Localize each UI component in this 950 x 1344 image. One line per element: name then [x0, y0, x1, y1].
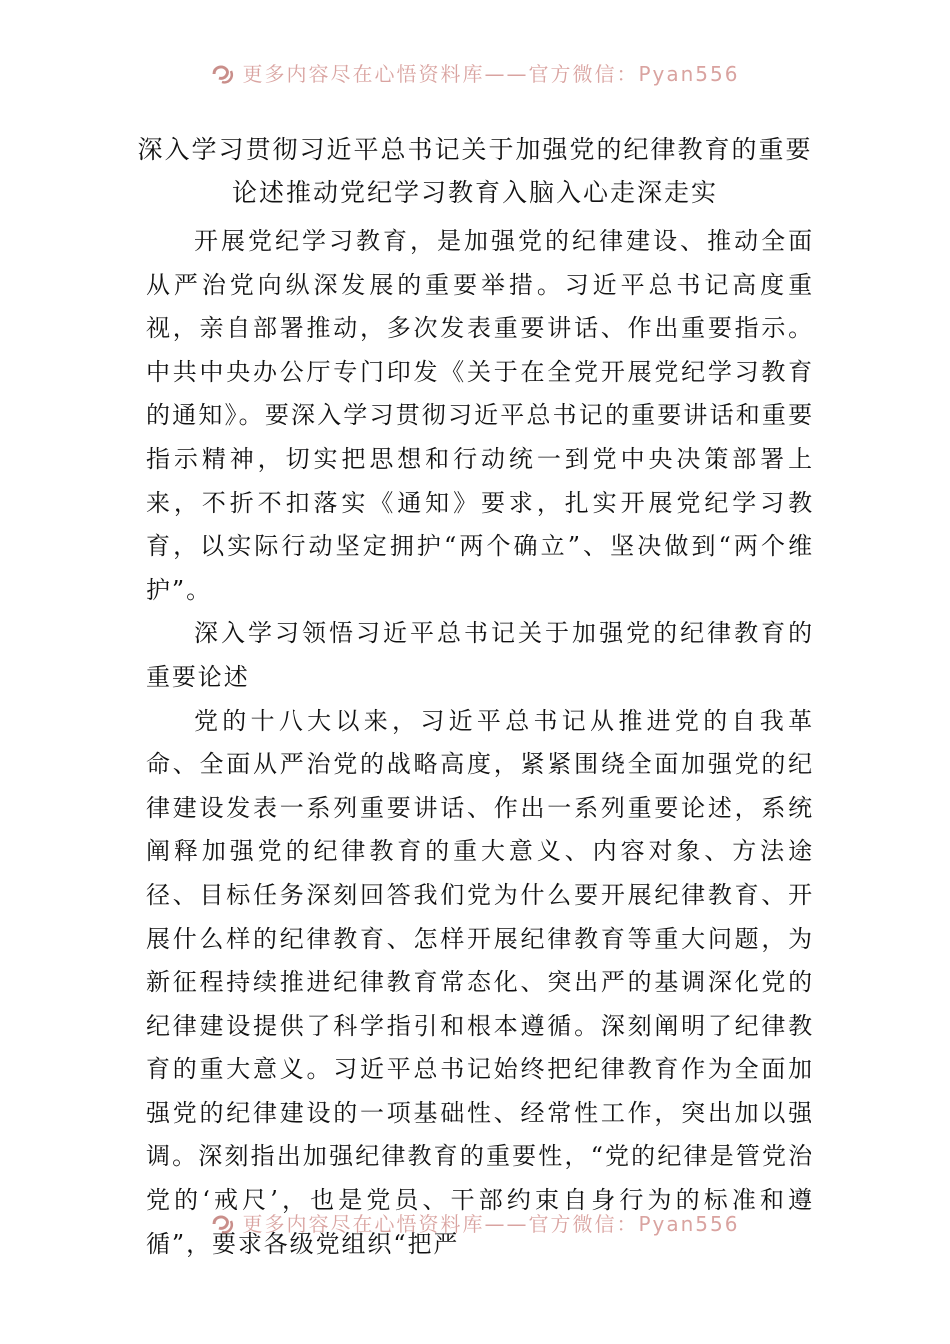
footer-watermark-text: 更多内容尽在心悟资料库——官方微信：Pyan556	[242, 1212, 740, 1236]
document-title-line-2: 论述推动党纪学习教育入脑入心走深走实	[231, 178, 718, 207]
body-paragraph-1: 开展党纪学习教育，是加强党的纪律建设、推动全面从严治党向纵深发展的重要举措。习近平总书记高度重视，亲自部署推动，多次发表重要讲话、作出重要指示。中共中央办公厅专门印发《关于在全党开展党纪学习教育的通知》。要深入学习贯彻习近平总书记的重要讲话和重要指示精神，切实把思想和行动统一到党中央决策部署上来，不折不扣落实《通知》要求，扎实开展党纪学习教育，以实际行动坚定拥护“两个确立”、坚决做到“两个维护”。	[146, 227, 814, 604]
watermark-logo-icon	[210, 62, 236, 86]
watermark-logo-icon	[210, 1212, 236, 1236]
document-title-line-1: 深入学习贯彻习近平总书记关于加强党的纪律教育的重要	[137, 135, 813, 164]
section-heading: 深入学习领悟习近平总书记关于加强党的纪律教育的重要论述	[146, 619, 814, 691]
body-paragraph-2: 党的十八大以来，习近平总书记从推进党的自我革命、全面从严治党的战略高度，紧紧围绕全面加强党的纪律建设发表一系列重要讲话、作出一系列重要论述，系统阐释加强党的纪律教育的重大意义、内容对象、方法途径、目标任务深刻回答我们党为什么要开展纪律教育、开展什么样的纪律教育、怎样开展纪律教育等重大问题，为新征程持续推进纪律教育常态化、突出严的基调深化党的纪律建设提供了科学指引和根本遵循。深刻阐明了纪律教育的重大意义。习近平总书记始终把纪律教育作为全面加强党的纪律建设的一项基础性、经常性工作，突出加以强调。深刻指出加强纪律教育的重要性，“党的纪律是管党治党的‘戒尺’，也是党员、干部约束自身行为的标准和遵循”，要求各级党组织“把严	[146, 706, 814, 1258]
header-watermark	[0, 58, 950, 87]
document-body	[146, 220, 814, 1266]
header-watermark-text: 更多内容尽在心悟资料库——官方微信：Pyan556	[242, 62, 740, 86]
footer-watermark	[0, 1208, 950, 1237]
